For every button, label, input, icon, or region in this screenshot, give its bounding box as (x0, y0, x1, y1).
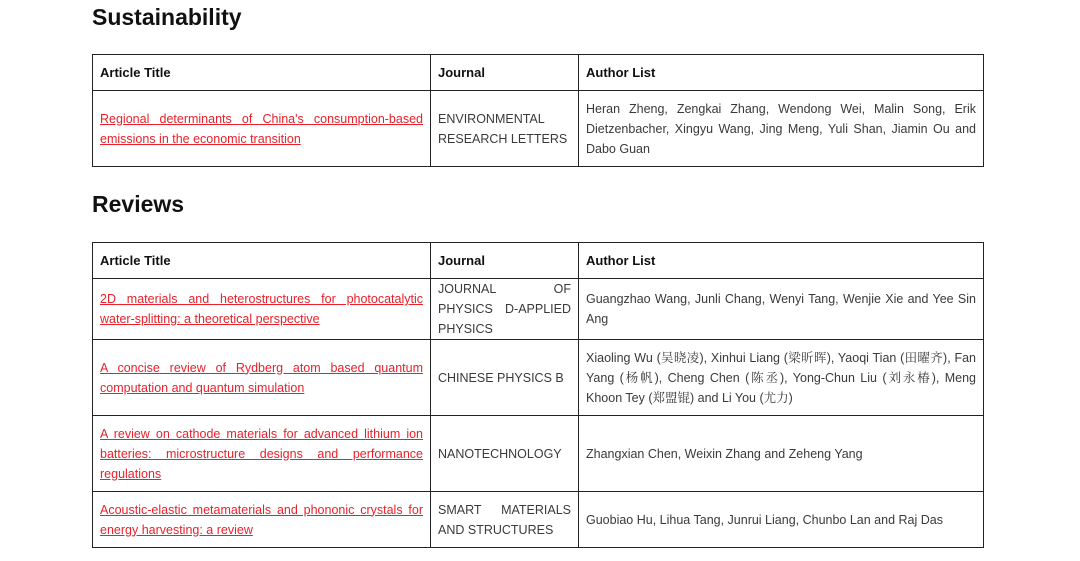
article-title-cell (93, 492, 431, 548)
article-title-cell (93, 279, 431, 340)
article-title-link[interactable]: Regional determinants of China's consumption-based emissions in the economic transition (100, 111, 423, 146)
table-row (93, 279, 984, 340)
column-header-journal: Journal (431, 243, 579, 279)
journal-cell: NANOTECHNOLOGY (431, 416, 579, 492)
column-header-author-list: Author List (579, 243, 984, 279)
article-title-link[interactable]: A review on cathode materials for advanced lithium ion batteries: microstructure designs and performance regulations (100, 426, 423, 481)
column-header-article-title: Article Title (93, 55, 431, 91)
table-header-row (93, 55, 984, 91)
table-row (93, 340, 984, 416)
journal-cell: JOURNAL OF PHYSICS D-APPLIED PHYSICS (431, 279, 579, 340)
article-title-link[interactable]: A concise review of Rydberg atom based quantum computation and quantum simulation (100, 360, 423, 395)
author-list-cell: Heran Zheng, Zengkai Zhang, Wendong Wei, Malin Song, Erik Dietzenbacher, Xingyu Wang, Jing Meng, Yuli Shan, Jiamin Ou and Dabo Guan (579, 91, 984, 167)
author-list-cell: Zhangxian Chen, Weixin Zhang and Zeheng Yang (579, 416, 984, 492)
article-title-cell (93, 340, 431, 416)
article-title-cell (93, 91, 431, 167)
article-title-link[interactable]: Acoustic-elastic metamaterials and phononic crystals for energy harvesting: a review (100, 502, 423, 537)
journal-cell: ENVIRONMENTAL RESEARCH LETTERS (431, 91, 579, 167)
column-header-article-title: Article Title (93, 243, 431, 279)
reviews-table (92, 242, 984, 548)
column-header-journal: Journal (431, 55, 579, 91)
article-title-link[interactable]: 2D materials and heterostructures for photocatalytic water-splitting: a theoretical perspective (100, 292, 423, 326)
sustainability-table (92, 54, 984, 167)
article-title-cell (93, 416, 431, 492)
table-header-row (93, 243, 984, 279)
journal-cell: CHINESE PHYSICS B (431, 340, 579, 416)
section-heading-reviews: Reviews (92, 191, 185, 217)
table-row (93, 492, 984, 548)
column-header-author-list: Author List (579, 55, 984, 91)
journal-cell: SMART MATERIALS AND STRUCTURES (431, 492, 579, 548)
author-list-cell: Guobiao Hu, Lihua Tang, Junrui Liang, Chunbo Lan and Raj Das (579, 492, 984, 548)
section-heading-sustainability: Sustainability (92, 4, 242, 30)
table-row (93, 91, 984, 167)
author-list-cell: Guangzhao Wang, Junli Chang, Wenyi Tang, Wenjie Xie and Yee Sin Ang (579, 279, 984, 340)
table-row (93, 416, 984, 492)
author-list-cell: Xiaoling Wu (吴晓凌), Xinhui Liang (梁昕晖), Yaoqi Tian (田曜齐), Fan Yang (杨帆), Cheng Chen (陈丞), Yong-Chun Liu (刘永椿), Meng Khoon Tey (郑盟锟) and Li You (尤力) (579, 340, 984, 416)
